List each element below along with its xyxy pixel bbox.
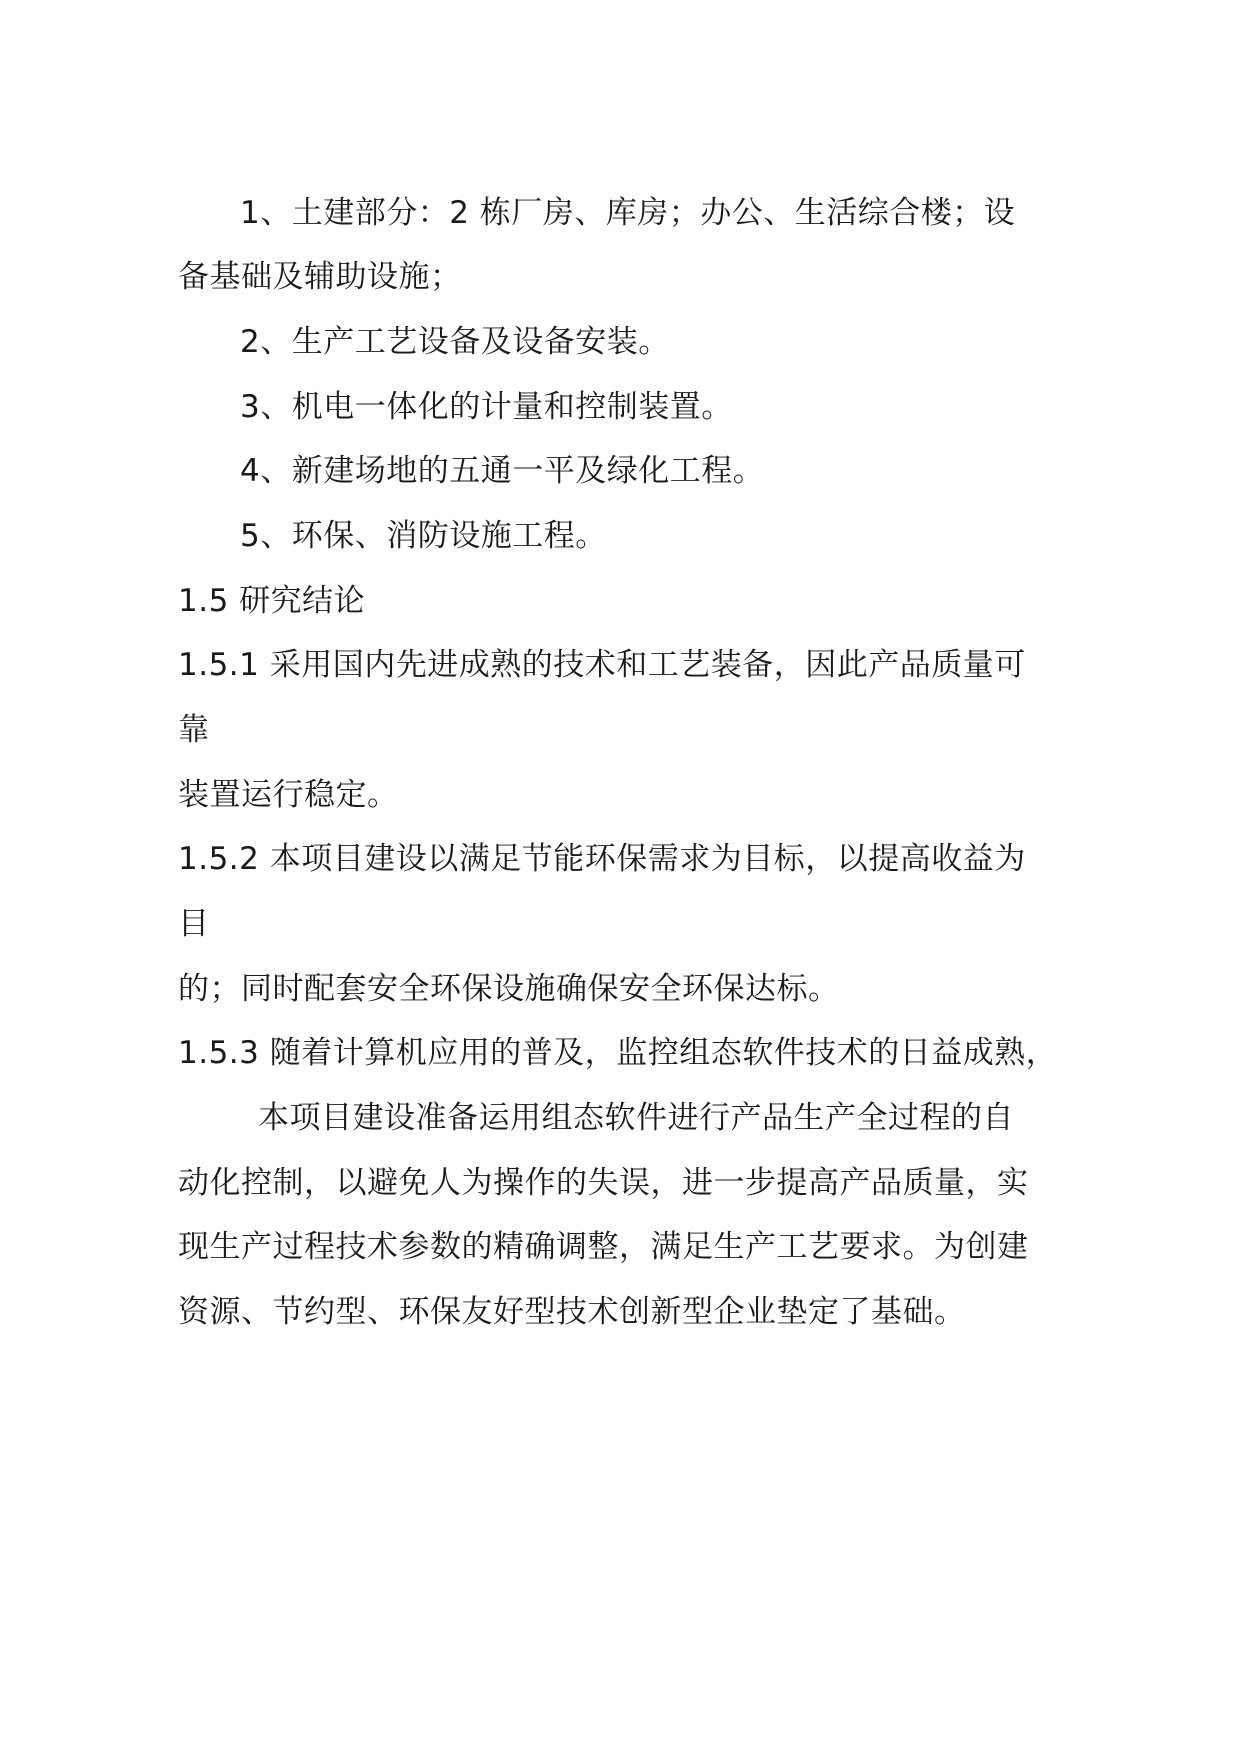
conclusion-1-5-3-line-5: 资源、节约型、环保友好型技术创新型企业垫定了基础。 xyxy=(178,1294,966,1330)
scope-item-1-line-1: 1、土建部分：2 栋厂房、库房；办公、生活综合楼；设 xyxy=(240,195,1016,231)
scope-item-2: 2、生产工艺设备及设备安装。 xyxy=(240,324,670,360)
scope-item-1-line-2: 备基础及辅助设施； xyxy=(178,259,462,295)
conclusion-1-5-1-line-1: 1.5.1 采用国内先进成熟的技术和工艺装备，因此产品质量可 xyxy=(178,647,1026,683)
conclusion-1-5-3-line-4: 现生产过程技术参数的精确调整，满足生产工艺要求。为创建 xyxy=(178,1229,1029,1265)
conclusion-1-5-2-line-1: 1.5.2 本项目建设以满足节能环保需求为目标，以提高收益为 xyxy=(178,841,1026,877)
scope-item-3: 3、机电一体化的计量和控制装置。 xyxy=(240,389,733,425)
conclusion-1-5-3-line-2: 本项目建设准备运用组态软件进行产品生产全过程的自 xyxy=(258,1100,1014,1136)
scope-item-4: 4、新建场地的五通一平及绿化工程。 xyxy=(240,453,765,489)
conclusion-1-5-1-line-2: 靠 xyxy=(178,712,210,748)
conclusion-1-5-3-line-3: 动化控制，以避免人为操作的失误，进一步提高产品质量，实 xyxy=(178,1165,1029,1201)
scope-item-5: 5、环保、消防设施工程。 xyxy=(240,518,607,554)
conclusion-1-5-3-line-1: 1.5.3 随着计算机应用的普及，监控组态软件技术的日益成熟， xyxy=(178,1035,1058,1071)
section-heading-1-5: 1.5 研究结论 xyxy=(178,583,366,619)
conclusion-1-5-2-line-3: 的；同时配套安全环保设施确保安全环保达标。 xyxy=(178,971,840,1007)
conclusion-1-5-2-line-2: 目 xyxy=(178,906,210,942)
conclusion-1-5-1-line-3: 装置运行稳定。 xyxy=(178,777,399,813)
